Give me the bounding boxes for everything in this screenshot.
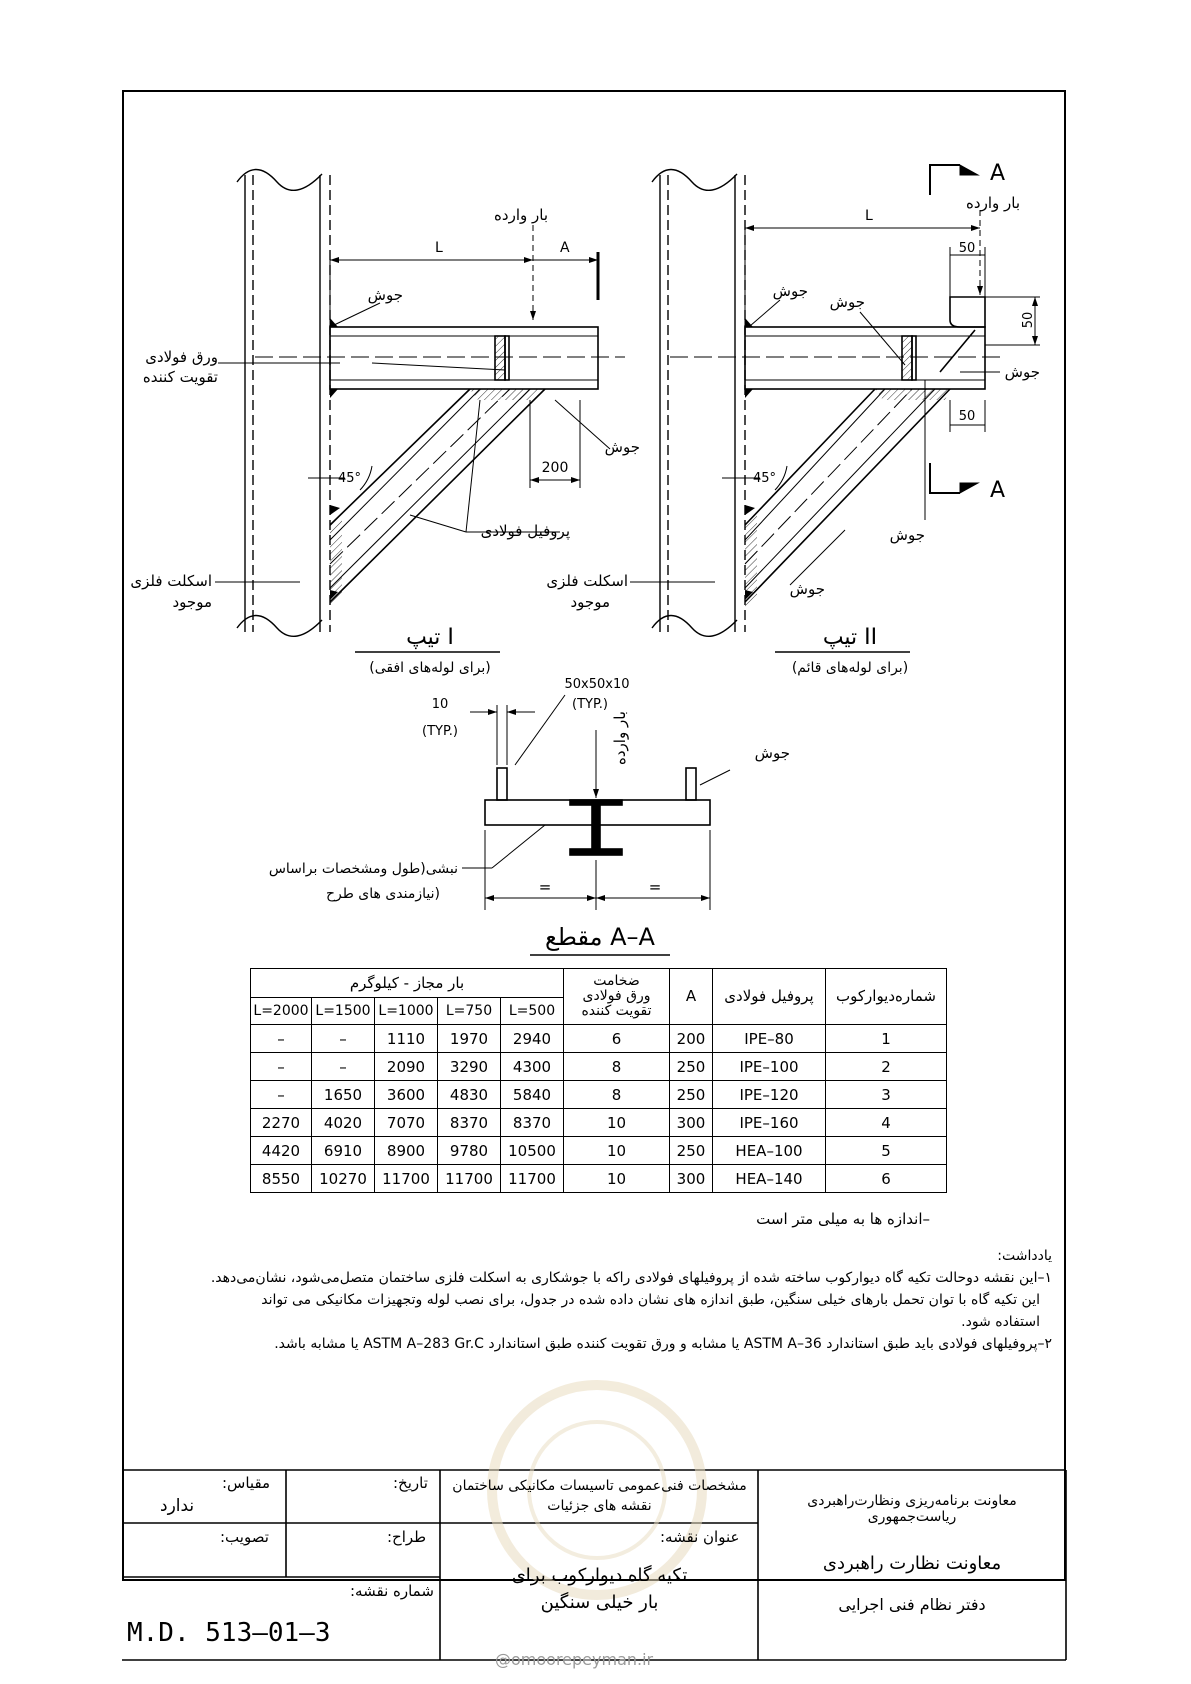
type-I-load-label: بار وارده bbox=[494, 206, 548, 224]
cell-L1500: – bbox=[312, 1053, 375, 1081]
header-thickness-line1: ضخامت bbox=[593, 973, 640, 989]
cell-L1500: 6910 bbox=[312, 1137, 375, 1165]
cell-A: 300 bbox=[670, 1165, 713, 1193]
type-II-column bbox=[652, 170, 745, 637]
cell-L2000: 4420 bbox=[251, 1137, 312, 1165]
cell-L1500: 1650 bbox=[312, 1081, 375, 1109]
section-AA-title: مقطع A–A bbox=[545, 923, 655, 951]
scale-label: مقیاس: bbox=[222, 1474, 271, 1492]
header-profile: پروفیل فولادی bbox=[713, 969, 826, 1025]
cell-L750: 1970 bbox=[438, 1025, 501, 1053]
section-AA-dim-10: 10 bbox=[431, 697, 449, 712]
header-number: شماره‌دیوارکوب bbox=[826, 969, 947, 1025]
org-line-3: دفتر نظام فنی اجرایی bbox=[838, 1595, 986, 1614]
cell-thickness: 10 bbox=[564, 1137, 670, 1165]
cell-number: 1 bbox=[826, 1025, 947, 1053]
cell-number: 4 bbox=[826, 1109, 947, 1137]
drawing-number: M.D. 513–01–3 bbox=[127, 1618, 331, 1648]
cell-number: 5 bbox=[826, 1137, 947, 1165]
type-II-skeleton-line1: اسکلت فلزی bbox=[546, 572, 628, 590]
type-II-brace bbox=[745, 389, 950, 608]
cell-L2000: – bbox=[251, 1025, 312, 1053]
header-L750: L=750 bbox=[438, 998, 501, 1025]
cell-L750: 9780 bbox=[438, 1137, 501, 1165]
cell-number: 3 bbox=[826, 1081, 947, 1109]
type-II-weld-3: جوش bbox=[1004, 363, 1040, 381]
drawing-title-line-1: تکیه گاه دیوارکوب برای bbox=[511, 1565, 688, 1586]
header-L1500: L=1500 bbox=[312, 998, 375, 1025]
type-I-title: تیپ I bbox=[406, 625, 454, 650]
date-label: تاریخ: bbox=[393, 1474, 428, 1492]
cell-A: 250 bbox=[670, 1081, 713, 1109]
type-II-subtitle: (برای لوله‌های قائم) bbox=[791, 660, 909, 676]
cell-A: 250 bbox=[670, 1137, 713, 1165]
cell-L500: 10500 bbox=[501, 1137, 564, 1165]
cell-number: 6 bbox=[826, 1165, 947, 1193]
cell-L1000: 11700 bbox=[375, 1165, 438, 1193]
designer-label: طراح: bbox=[387, 1528, 427, 1546]
note-1-line-3: استفاده شود. bbox=[961, 1314, 1040, 1330]
approval-label: تصویب: bbox=[220, 1528, 269, 1546]
cell-thickness: 8 bbox=[564, 1081, 670, 1109]
cell-L1000: 2090 bbox=[375, 1053, 438, 1081]
section-A-marker-top: A bbox=[990, 161, 1006, 186]
type-II-dim-L: L bbox=[865, 208, 873, 224]
section-AA-typ-right: (TYP.) bbox=[572, 697, 608, 712]
cell-L1000: 8900 bbox=[375, 1137, 438, 1165]
cell-L750: 8370 bbox=[438, 1109, 501, 1137]
type-I-skeleton-line1: اسکلت فلزی bbox=[130, 572, 212, 590]
type-II-dim-50-bottom: 50 bbox=[958, 409, 976, 424]
type-II-load-label: بار وارده bbox=[966, 194, 1020, 212]
header-allowable-load: بار مجاز - کیلوگرم bbox=[251, 969, 564, 998]
table-row bbox=[251, 1109, 947, 1137]
cell-A: 300 bbox=[670, 1109, 713, 1137]
type-I-dim-L: L bbox=[435, 240, 443, 256]
type-II-dim-50-side: 50 bbox=[1021, 311, 1036, 329]
cell-L750: 3290 bbox=[438, 1053, 501, 1081]
type-I-detail bbox=[130, 170, 640, 677]
org-line-2: معاونت نظارت راهبردی bbox=[822, 1553, 1002, 1574]
type-II-skeleton-line2: موجود bbox=[570, 593, 610, 611]
cell-L500: 11700 bbox=[501, 1165, 564, 1193]
table-row bbox=[251, 1165, 947, 1193]
type-II-weld-5: جوش bbox=[789, 580, 825, 598]
type-I-column bbox=[237, 170, 330, 637]
note-2: ۲–پروفیلهای فولادی باید طبق استاندارد ASTM A–36 یا مشابه و ورق تقویت کننده طبق استاندارد ASTM A–283 Gr.C یا مشابه باشد. bbox=[274, 1336, 1052, 1352]
section-AA-angle-note-line2: نیازمندی های طرح) bbox=[325, 886, 440, 902]
type-I-beam bbox=[255, 327, 625, 389]
cell-profile: IPE–100 bbox=[713, 1053, 826, 1081]
cell-L1000: 7070 bbox=[375, 1109, 438, 1137]
header-A: A bbox=[670, 969, 713, 1025]
notes-heading: یادداشت: bbox=[997, 1248, 1052, 1264]
header-thickness bbox=[564, 969, 670, 1025]
cell-L500: 4300 bbox=[501, 1053, 564, 1081]
type-II-dim-50-top: 50 bbox=[958, 241, 976, 256]
header-L1000: L=1000 bbox=[375, 998, 438, 1025]
type-II-angle-45: 45° bbox=[753, 471, 777, 486]
cell-thickness: 10 bbox=[564, 1165, 670, 1193]
cell-profile: HEA–140 bbox=[713, 1165, 826, 1193]
cell-L1500: 4020 bbox=[312, 1109, 375, 1137]
cell-L500: 5840 bbox=[501, 1081, 564, 1109]
type-II-title: تیپ II bbox=[822, 625, 878, 650]
section-A-marker-bottom: A bbox=[990, 478, 1006, 503]
table-row bbox=[251, 1081, 947, 1109]
note-1-line-1: ۱–این نقشه دوحالت تکیه گاه دیوارکوب ساخته شده از پروفیلهای فولادی راکه با جوشکاری به اسکلت فلزی ساختمان متصل‌می‌شود، نشان‌می‌دهد. bbox=[210, 1270, 1052, 1286]
section-AA-angle-size: 50x50x10 bbox=[564, 677, 630, 692]
type-I-angle-45: 45° bbox=[338, 471, 362, 486]
cell-L1500: – bbox=[312, 1025, 375, 1053]
cell-L1000: 3600 bbox=[375, 1081, 438, 1109]
cell-L500: 2940 bbox=[501, 1025, 564, 1053]
type-I-steel-profile: پروفیل فولادی bbox=[480, 522, 570, 540]
section-AA-equal-right: = bbox=[648, 878, 662, 896]
table-row bbox=[251, 1053, 947, 1081]
cell-thickness: 8 bbox=[564, 1053, 670, 1081]
cell-L750: 4830 bbox=[438, 1081, 501, 1109]
section-AA-equal-left: = bbox=[538, 878, 552, 896]
section-AA-angle-note-line1: نبشی(طول ومشخصات براساس bbox=[268, 861, 458, 877]
section-AA-typ-left: (TYP.) bbox=[422, 724, 458, 739]
spec-line-1: مشخصات فنی‌عمومی تاسیسات مکانیکی ساختمان bbox=[452, 1478, 747, 1494]
cell-L2000: – bbox=[251, 1053, 312, 1081]
type-II-weld-4: جوش bbox=[889, 526, 925, 544]
cell-A: 200 bbox=[670, 1025, 713, 1053]
table-row bbox=[251, 1137, 947, 1165]
cell-L2000: – bbox=[251, 1081, 312, 1109]
cell-L2000: 2270 bbox=[251, 1109, 312, 1137]
section-AA-detail bbox=[269, 677, 790, 955]
cell-profile: HEA–100 bbox=[713, 1137, 826, 1165]
site-watermark: @omoorepeyman.ir bbox=[495, 1650, 654, 1669]
cell-L1000: 1110 bbox=[375, 1025, 438, 1053]
spec-line-2: نقشه های جزئیات bbox=[547, 1498, 652, 1514]
type-I-dim-A: A bbox=[560, 240, 570, 256]
header-L500: L=500 bbox=[501, 998, 564, 1025]
type-II-detail bbox=[546, 161, 1040, 676]
type-II-weld-1: جوش bbox=[772, 282, 808, 300]
cell-profile: IPE–120 bbox=[713, 1081, 826, 1109]
cell-A: 250 bbox=[670, 1053, 713, 1081]
type-I-weld-label: جوش bbox=[367, 286, 403, 304]
section-AA-load-label: بار وارده bbox=[611, 711, 629, 765]
cell-L500: 8370 bbox=[501, 1109, 564, 1137]
cell-profile: IPE–160 bbox=[713, 1109, 826, 1137]
notes-section bbox=[140, 1245, 1052, 1355]
cell-thickness: 6 bbox=[564, 1025, 670, 1053]
drawing-title-line-2: بار خیلی سنگین bbox=[540, 1592, 659, 1613]
type-I-subtitle: (برای لوله‌های افقی) bbox=[369, 660, 491, 676]
section-AA-weld: جوش bbox=[754, 744, 790, 762]
type-II-weld-2: جوش bbox=[829, 293, 865, 311]
unit-note: –اندازه ها به میلی متر است bbox=[756, 1210, 930, 1228]
cell-number: 2 bbox=[826, 1053, 947, 1081]
drawing-number-label: شماره نقشه: bbox=[350, 1582, 434, 1600]
header-thickness-line3: تقویت کننده bbox=[581, 1003, 652, 1019]
cell-L1500: 10270 bbox=[312, 1165, 375, 1193]
allowable-load-table bbox=[250, 968, 947, 1193]
type-I-stiffener-line2: تقویت کننده bbox=[142, 368, 218, 386]
header-L2000: L=2000 bbox=[251, 998, 312, 1025]
drawing-title-label: عنوان نقشه: bbox=[660, 1528, 740, 1546]
note-1-line-2: این تکیه گاه با توان تحمل بارهای خیلی سنگین، طبق اندازه های نشان داده شده در جدول، برای نصب لوله وتجهیزات مکانیکی می تواند bbox=[261, 1292, 1040, 1308]
type-I-brace bbox=[330, 389, 545, 608]
cell-profile: IPE–80 bbox=[713, 1025, 826, 1053]
type-I-dim-200: 200 bbox=[541, 460, 569, 476]
cell-L750: 11700 bbox=[438, 1165, 501, 1193]
table-row bbox=[251, 1025, 947, 1053]
scale-value: ندارد bbox=[160, 1496, 195, 1516]
org-line-1: معاونت برنامه‌ریزی ونظارت‌راهبردی ریاست‌جمهوری bbox=[807, 1493, 1017, 1525]
cell-L2000: 8550 bbox=[251, 1165, 312, 1193]
cell-thickness: 10 bbox=[564, 1109, 670, 1137]
type-I-weld-label-2: جوش bbox=[604, 438, 640, 456]
type-I-skeleton-line2: موجود bbox=[172, 593, 212, 611]
header-thickness-line2: ورق فولادی bbox=[582, 988, 651, 1004]
type-I-stiffener-line1: ورق فولادی bbox=[145, 348, 218, 366]
